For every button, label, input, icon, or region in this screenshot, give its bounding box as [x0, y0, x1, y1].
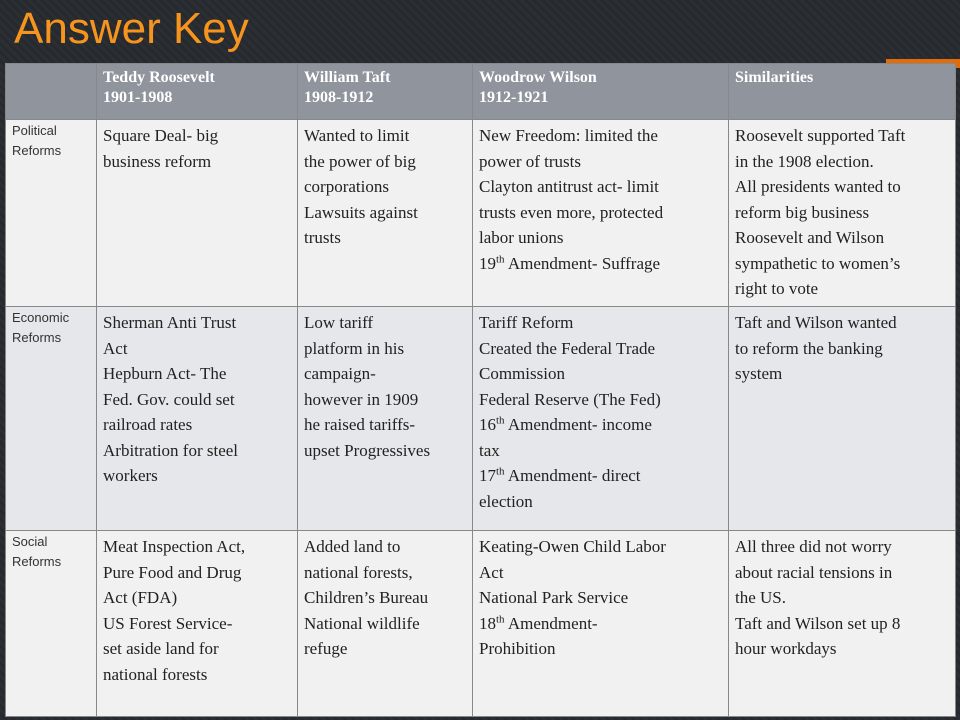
cell-text: 18 [479, 613, 496, 633]
cell-text: Tariff Reform [479, 313, 574, 332]
ordinal-superscript: th [496, 252, 505, 265]
cell-line [479, 361, 722, 387]
row-label-line: Reforms [12, 554, 62, 569]
cell-text: refuge [304, 639, 348, 658]
cell-text: tax [479, 440, 500, 460]
cell-line [735, 585, 949, 611]
cell-line [304, 336, 466, 362]
cell-line [735, 200, 949, 226]
cell-line [304, 174, 466, 200]
cell-line [103, 387, 291, 413]
cell-line [304, 200, 466, 226]
cell-line [735, 611, 949, 637]
cell-line [304, 611, 466, 637]
cell-text: about racial tensions in [735, 562, 893, 582]
row-header-political [6, 120, 97, 307]
cell-taft [298, 531, 473, 717]
cell-text: Square Deal- big [103, 126, 219, 145]
cell-text: Created the Federal Trade [479, 338, 656, 358]
cell-line [103, 636, 291, 662]
cell-line [735, 361, 949, 387]
header-line: Similarities [735, 69, 814, 86]
row-header-social [6, 531, 97, 717]
cell-line [304, 225, 466, 251]
cell-text: power of trusts [479, 151, 581, 171]
cell-text: Clayton antitrust act- limit [479, 177, 659, 196]
cell-line [735, 534, 949, 560]
header-line: William Taft [304, 69, 391, 86]
cell-similarities [729, 307, 956, 531]
cell-line [304, 534, 466, 560]
cell-text: Taft and Wilson wanted [735, 313, 897, 332]
cell-line [735, 336, 949, 362]
cell-line [304, 560, 466, 586]
cell-text: Added land to [304, 537, 401, 556]
cell-roosevelt [97, 307, 298, 531]
cell-text: system [735, 364, 783, 383]
cell-line [103, 463, 291, 489]
cell-text: he raised tariffs- [304, 415, 416, 434]
cell-text: Wanted to limit [304, 126, 410, 145]
cell-text: Sherman Anti Trust [103, 313, 237, 332]
cell-text: Roosevelt and Wilson [735, 228, 885, 247]
cell-text: in the 1908 election. [735, 151, 874, 171]
header-cell-similarities [729, 64, 956, 120]
cell-text: 17 [479, 466, 496, 485]
cell-roosevelt [97, 531, 298, 717]
table-row-social [6, 531, 956, 717]
ordinal-superscript: th [496, 465, 505, 478]
cell-line [479, 611, 722, 637]
cell-text: upset Progressives [304, 440, 431, 460]
ordinal-superscript: th [496, 612, 505, 625]
cell-text: campaign- [304, 364, 376, 383]
cell-line [103, 585, 291, 611]
table-row-political [6, 120, 956, 307]
cell-text: Taft and Wilson set up 8 [735, 613, 901, 633]
cell-line [479, 412, 722, 438]
cell-text: All three did not worry [735, 537, 892, 556]
page-title: Answer Key [14, 4, 249, 53]
cell-text: Keating-Owen Child Labor [479, 537, 666, 556]
cell-text: Act (FDA) [103, 588, 178, 607]
cell-line [304, 361, 466, 387]
cell-text: Hepburn Act- The [103, 364, 227, 383]
cell-wilson [473, 531, 729, 717]
cell-similarities [729, 120, 956, 307]
row-label-line: Reforms [12, 143, 62, 158]
cell-text: however in 1909 [304, 389, 419, 409]
cell-text-after: Amendment- direct [504, 466, 641, 485]
cell-line [304, 636, 466, 662]
cell-text: Lawsuits against [304, 202, 418, 222]
header-line: 1901-1908 [103, 89, 173, 106]
header-row [6, 64, 956, 120]
cell-text: national forests [103, 664, 208, 684]
cell-text-after: Amendment- [504, 613, 598, 633]
cell-line [479, 534, 722, 560]
cell-text: trusts [304, 228, 341, 247]
cell-text: workers [103, 466, 158, 485]
row-label-line: Reforms [12, 330, 62, 345]
cell-text: 16 [479, 415, 496, 434]
cell-text: hour workdays [735, 639, 837, 658]
cell-line [735, 636, 949, 662]
ordinal-superscript: th [496, 414, 505, 427]
cell-line [735, 149, 949, 175]
cell-line [479, 310, 722, 336]
cell-line [735, 225, 949, 251]
cell-text: the power of big [304, 151, 416, 171]
cell-line [735, 174, 949, 200]
cell-text: election [479, 491, 533, 511]
header-cell-empty [6, 64, 97, 120]
cell-line [103, 310, 291, 336]
cell-line [479, 463, 722, 489]
cell-line [479, 387, 722, 413]
cell-text: labor unions [479, 228, 564, 247]
cell-text: Arbitration for steel [103, 440, 239, 460]
cell-text: sympathetic to women’s [735, 253, 901, 273]
cell-line [304, 412, 466, 438]
cell-line [479, 489, 722, 515]
cell-line [479, 636, 722, 662]
cell-line [103, 361, 291, 387]
cell-line [304, 149, 466, 175]
cell-text: Pure Food and Drug [103, 562, 242, 582]
cell-text: Children’s Bureau [304, 588, 429, 607]
cell-line [735, 251, 949, 277]
cell-line [304, 387, 466, 413]
cell-text: Prohibition [479, 639, 556, 658]
cell-line [479, 225, 722, 251]
header-line: Woodrow Wilson [479, 69, 597, 86]
cell-line [735, 123, 949, 149]
cell-text: Act [103, 338, 128, 358]
cell-line [479, 336, 722, 362]
cell-text: the US. [735, 588, 786, 607]
header-line: 1908-1912 [304, 89, 374, 106]
cell-line [304, 438, 466, 464]
cell-line [304, 585, 466, 611]
cell-line [103, 560, 291, 586]
cell-line [103, 149, 291, 175]
cell-line [103, 662, 291, 688]
cell-line [103, 123, 291, 149]
row-label-line: Economic [12, 310, 70, 325]
cell-text: New Freedom: limited the [479, 126, 658, 145]
cell-line [479, 251, 722, 277]
cell-text: US Forest Service- [103, 613, 233, 633]
cell-text: reform big business [735, 202, 870, 222]
cell-line [479, 585, 722, 611]
cell-line [304, 123, 466, 149]
cell-wilson [473, 120, 729, 307]
cell-taft [298, 307, 473, 531]
cell-line [479, 560, 722, 586]
header-line: 1912-1921 [479, 89, 549, 106]
cell-taft [298, 120, 473, 307]
cell-text: 19 [479, 253, 496, 273]
cell-line [103, 534, 291, 560]
cell-line [304, 310, 466, 336]
cell-text: railroad rates [103, 415, 193, 434]
cell-line [735, 310, 949, 336]
cell-text: corporations [304, 177, 389, 196]
cell-line [479, 149, 722, 175]
cell-text: National Park Service [479, 588, 629, 607]
cell-roosevelt [97, 120, 298, 307]
cell-text: Meat Inspection Act, [103, 537, 246, 556]
cell-line [479, 200, 722, 226]
cell-similarities [729, 531, 956, 717]
cell-text: Federal Reserve (The Fed) [479, 389, 661, 409]
cell-text: Act [479, 562, 504, 582]
row-label-line: Social [12, 534, 48, 549]
cell-text: business reform [103, 151, 212, 171]
cell-line [735, 276, 949, 302]
header-line: Teddy Roosevelt [103, 69, 215, 86]
table-row-economic [6, 307, 956, 531]
cell-text-after: Amendment- income [504, 415, 652, 434]
cell-text: Roosevelt supported Taft [735, 126, 906, 145]
cell-text: Low tariff [304, 313, 374, 332]
row-label-line: Political [12, 123, 57, 138]
cell-text: set aside land for [103, 639, 219, 658]
cell-text: trusts even more, protected [479, 202, 664, 222]
cell-line [103, 412, 291, 438]
cell-text: Fed. Gov. could set [103, 389, 235, 409]
cell-line [479, 123, 722, 149]
cell-line [103, 438, 291, 464]
cell-text: to reform the banking [735, 338, 883, 358]
header-cell-wilson [473, 64, 729, 120]
answer-key-table [5, 63, 956, 717]
cell-wilson [473, 307, 729, 531]
cell-line [103, 611, 291, 637]
header-cell-roosevelt [97, 64, 298, 120]
cell-text: National wildlife [304, 613, 420, 633]
cell-line [479, 174, 722, 200]
cell-text: All presidents wanted to [735, 177, 901, 196]
cell-text: right to vote [735, 279, 819, 298]
row-header-economic [6, 307, 97, 531]
cell-line [735, 560, 949, 586]
cell-text: Commission [479, 364, 565, 383]
cell-line [479, 438, 722, 464]
cell-line [103, 336, 291, 362]
cell-text: national forests, [304, 562, 413, 582]
cell-text-after: Amendment- Suffrage [504, 253, 661, 273]
header-cell-taft [298, 64, 473, 120]
cell-text: platform in his [304, 338, 405, 358]
